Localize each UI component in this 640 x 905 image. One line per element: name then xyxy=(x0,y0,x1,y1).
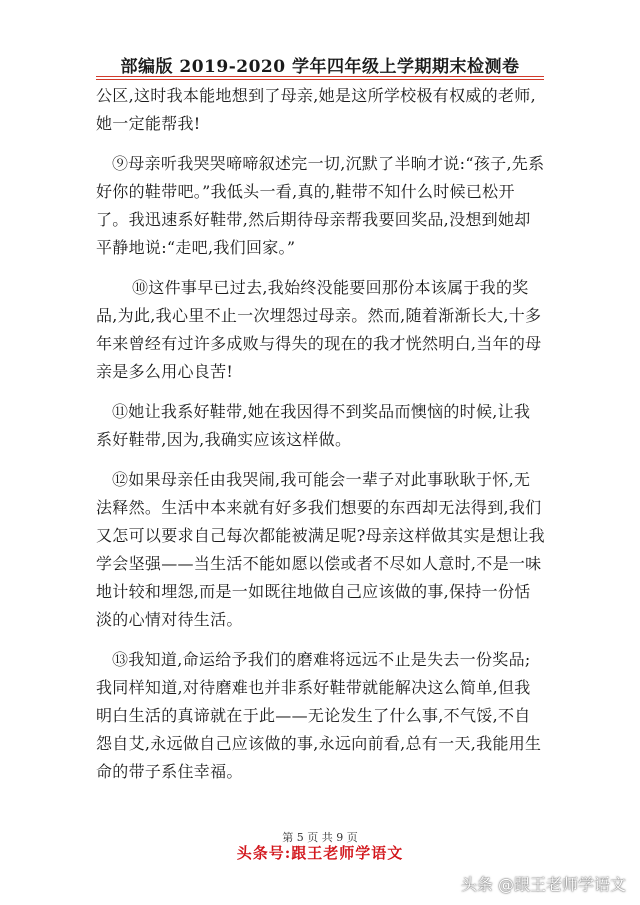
page-header-title: 部编版 2019-2020 学年四年级上学期期末检测卷 xyxy=(120,57,520,77)
watermark: 头条 @跟王老师学语文 xyxy=(460,875,626,894)
header-divider xyxy=(96,76,544,80)
paragraph-13: ⑬我知道,命运给予我们的磨难将远远不止是失去一份奖品;我同样知道,对待磨难也并非系好鞋带就能解决这么简单,但我明白生活的真谛就在于此——无论发生了什么事,不气馁,不自怨自艾,永远做自己应该做的事,永远向前看,总有一天,我能用生命的带子系住幸福。 xyxy=(96,650,542,781)
page-number: 第 5 页 共 9 页 xyxy=(282,831,358,844)
paragraph-11: ⑪她让我系好鞋带,她在我因得不到奖品而懊恼的时候,让我系好鞋带,因为,我确实应该这样做。 xyxy=(96,402,531,449)
paragraph-9: ⑨母亲听我哭哭啼啼叙述完一切,沉默了半晌才说:“孩子,先系好你的鞋带吧。”我低头一看,真的,鞋带不知什么时候已松开了。我迅速系好鞋带,然后期待母亲帮我要回奖品,没想到她却平静地说:“走吧,我们回家。” xyxy=(96,154,545,257)
footer-brand: 头条号:跟王老师学语文 xyxy=(236,844,404,862)
paragraph-10: ⑩这件事早已过去,我始终没能要回那份本该属于我的奖品,为此,我心里不止一次埋怨过母亲。然而,随着渐渐长大,十多年来曾经有过许多成败与得失的现在的我才恍然明白,当年的母亲是多么用心良苦! xyxy=(96,278,542,381)
paragraph-12: ⑫如果母亲任由我哭闹,我可能会一辈子对此事耿耿于怀,无法释然。生活中本来就有好多我们想要的东西却无法得到,我们又怎可以要求自己每次都能被满足呢?母亲这样做其实是想让我学会坚强——当生活不能如愿以偿或者不尽如人意时,不是一味地计较和埋怨,而是一如既往地做自己应该做的事,保持一份恬淡的心情对待生活。 xyxy=(96,470,545,629)
paragraph-continuation: 公区,这时我本能地想到了母亲,她是这所学校极有权威的老师,她一定能帮我! xyxy=(96,86,536,133)
article-body xyxy=(96,82,546,798)
